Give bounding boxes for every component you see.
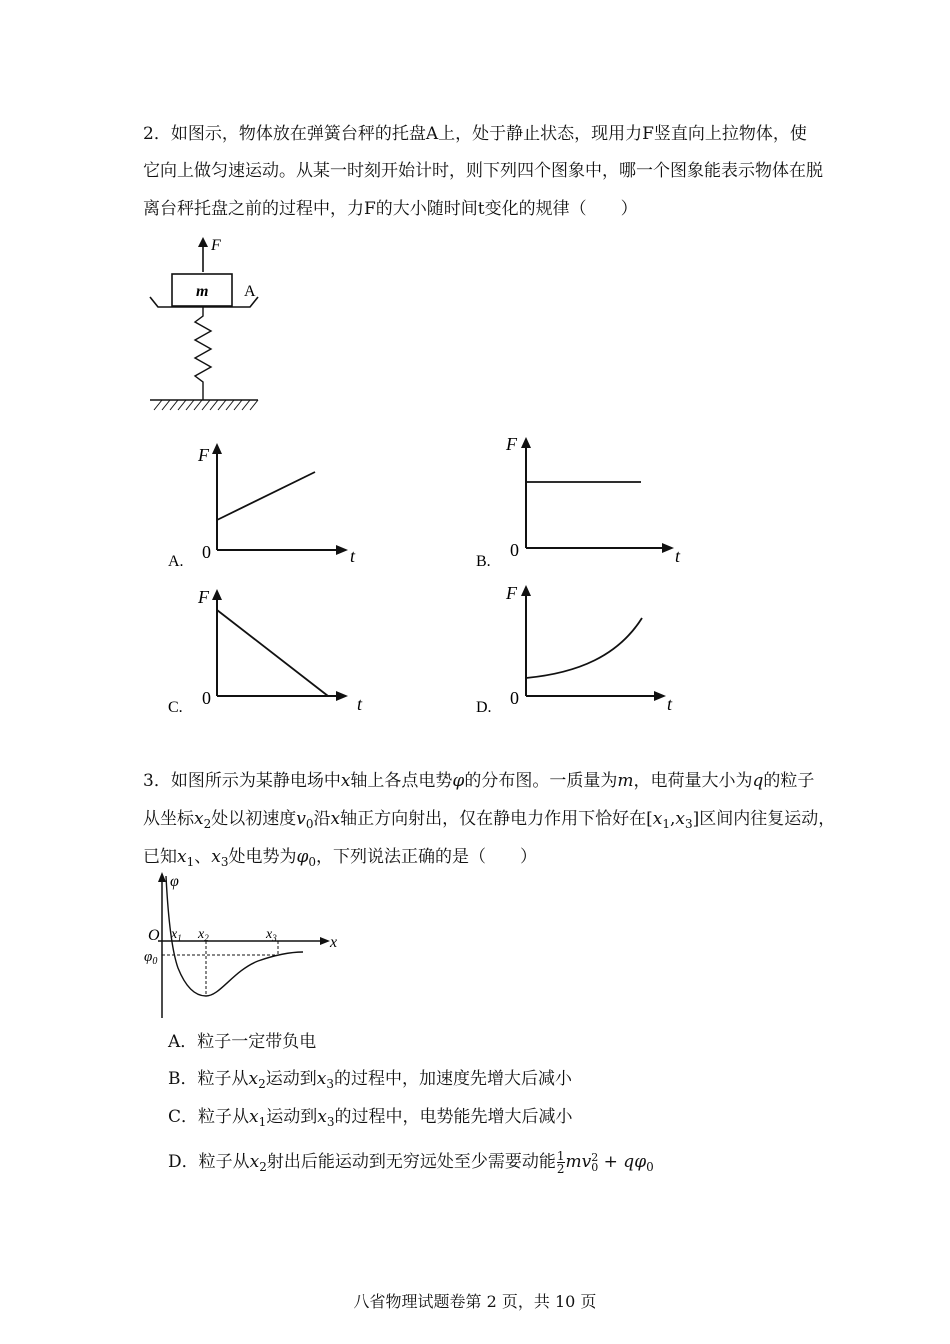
page-footer: 八省物理试题卷第 2 页，共 10 页 [353,1292,597,1311]
x-axis-label: t [350,546,356,566]
q3-option-b[interactable]: B．粒子从$x_2$运动到$x_3$的过程中，加速度先增大后减小 [168,1069,572,1091]
option-label: B. [476,553,491,570]
x-arrowhead [662,543,674,553]
y-arrowhead [521,437,531,448]
potential-graph [138,866,348,1022]
x-axis-label: t [675,546,681,566]
x3-label: $x_3$ [266,927,277,943]
x-axis-label: t [667,694,673,714]
origin-label: 0 [510,540,519,560]
q2-stem-line-3: 离台秤托盘之前的过程中，力F的大小随时间t变化的规律（ ） [143,199,638,219]
x1-label: $x_1$ [171,927,182,943]
x-axis-label: x [330,934,338,951]
graph-d [468,578,698,724]
q3-stem-line-2: 从坐标$x_2$处以初速度$v_0$沿x轴正方向射出，仅在静电力作用下恰好在$[x_1,x_3]$区间内往复运动， [143,809,836,831]
option-label: A. [168,553,184,570]
f-curve [217,610,328,696]
origin-label: 0 [202,542,211,562]
option-label: D. [476,699,492,716]
graph-b [468,430,698,578]
origin-label: O [148,927,160,944]
q3-stem-line-3: 已知$x_1$、$x_3$处电势为$\varphi_0$，下列说法正确的是（ ） [143,847,538,869]
v0-squared-scripts: 2 0 [591,1150,599,1174]
graph-a [160,438,380,578]
q3-option-c[interactable]: C．粒子从$x_1$运动到$x_3$的过程中，电势能先增大后减小 [168,1107,573,1129]
graph-c [160,584,380,724]
mass-label: m [196,283,209,300]
spring [195,307,211,400]
y-arrowhead [212,443,222,454]
y-axis-label: F [506,583,517,603]
q2-stem-line-1: 2．如图示，物体放在弹簧台秤的托盘A上，处于静止状态，现用力F竖直向上拉物体，使 [143,124,807,144]
spring-scale-figure [140,234,270,414]
f-curve [217,472,315,520]
phi0-label: $\varphi_0$ [144,949,158,967]
y-arrowhead [158,872,166,882]
y-axis-label: F [198,587,209,607]
x-axis-label: t [357,694,363,714]
f-curve [526,618,642,678]
y-axis-label: F [506,434,517,454]
x2-label: $x_2$ [198,927,209,943]
x-arrowhead [320,937,330,945]
phi-curve [166,876,303,996]
y-axis-label: F [198,445,209,465]
y-axis-label: φ [170,873,179,890]
origin-label: 0 [510,688,519,708]
q2-stem-line-2: 它向上做匀速运动。从某一时刻开始计时，则下列四个图象中，哪一个图象能表示物体在脱 [143,161,823,181]
tray-label: A [244,283,256,300]
ground-hatch [154,400,258,410]
option-label: C. [168,699,183,716]
force-label: F [211,237,221,254]
y-arrowhead [212,589,222,600]
y-arrowhead [521,585,531,596]
x-arrowhead [336,691,348,701]
q3-option-a[interactable]: A．粒子一定带负电 [168,1032,317,1052]
x-arrowhead [336,545,348,555]
q3-stem-line-1: 3．如图所示为某静电场中x轴上各点电势φ的分布图。一质量为m，电荷量大小为q的粒子 [143,771,815,791]
origin-label: 0 [202,688,211,708]
x-arrowhead [654,691,666,701]
force-arrowhead [198,237,208,247]
fraction-half: $\frac{1}{2}$ [556,1149,565,1176]
q3-option-d[interactable]: D．粒子从$x_2$射出后能运动到无穷远处至少需要动能 $\frac{1}{2}$ mv 2 0 + $q\varphi_0$ [168,1149,654,1176]
